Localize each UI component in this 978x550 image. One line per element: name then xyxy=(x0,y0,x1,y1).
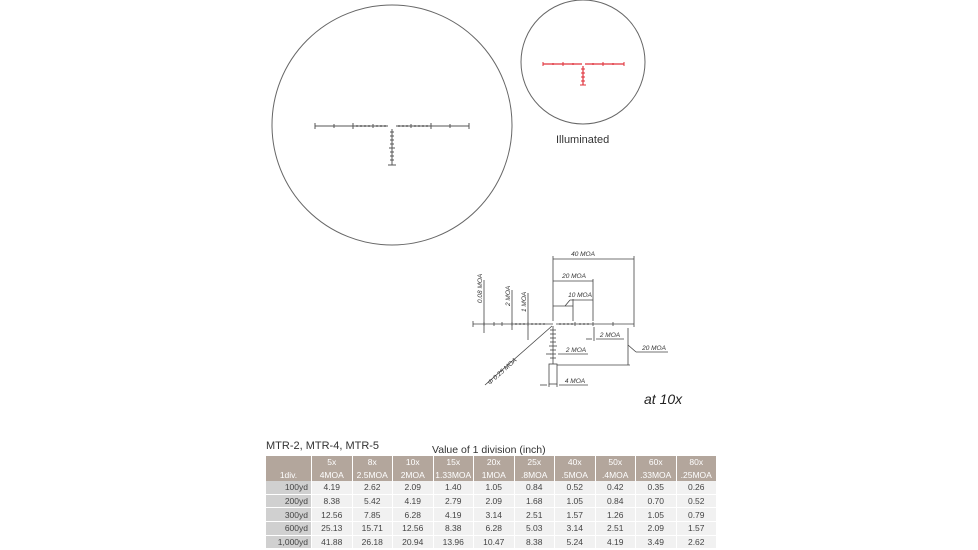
table-cell: 1.57 xyxy=(677,522,717,536)
table-cell: 1.05 xyxy=(555,495,595,509)
table-cell: 2.09 xyxy=(636,522,676,536)
range-label: 100yd xyxy=(266,481,311,495)
illuminated-label: Illuminated xyxy=(556,134,610,146)
header-corner xyxy=(266,456,311,469)
label-dot-size: Φ 0.25 MOA xyxy=(486,356,519,387)
header-cell: 10x xyxy=(393,456,433,469)
moa-cell: .25MOA xyxy=(677,469,717,482)
table-cell: 0.35 xyxy=(636,481,676,495)
table-cell: 12.56 xyxy=(312,508,352,522)
header-cell: 40x xyxy=(555,456,595,469)
table-cell: 6.28 xyxy=(474,522,514,536)
moa-cell: .5MOA xyxy=(555,469,595,482)
table-cell: 20.94 xyxy=(393,536,433,550)
label-2moa-vert: 2 MOA xyxy=(565,347,587,354)
moa-cell: .33MOA xyxy=(636,469,676,482)
table-cell: 1.57 xyxy=(555,508,595,522)
moa-cell: .4MOA xyxy=(596,469,636,482)
table-cell: 2.09 xyxy=(474,495,514,509)
table-cell: 2.51 xyxy=(596,522,636,536)
table-cell: 4.19 xyxy=(596,536,636,550)
table-cell: 0.26 xyxy=(677,481,717,495)
table-cell: 8.38 xyxy=(312,495,352,509)
table-cell: 12.56 xyxy=(393,522,433,536)
table-cell: 3.14 xyxy=(555,522,595,536)
table-cell: 5.24 xyxy=(555,536,595,550)
header-cell: 15x xyxy=(434,456,474,469)
magnification-header-row xyxy=(266,456,716,469)
range-label: 1,000yd xyxy=(266,536,311,550)
moa-header-row xyxy=(266,469,716,482)
table-models-title: MTR-2, MTR-4, MTR-5 xyxy=(266,440,380,452)
table-cell: 26.18 xyxy=(353,536,393,550)
table-cell: 1.68 xyxy=(515,495,555,509)
table-cell: 2.79 xyxy=(434,495,474,509)
table-caption: Value of 1 division (inch) xyxy=(432,444,546,456)
magnification-note: at 10x xyxy=(644,391,683,407)
header-cell: 50x xyxy=(596,456,636,469)
table-cell: 1.26 xyxy=(596,508,636,522)
header-cell: 60x xyxy=(636,456,676,469)
table-cell: 10.47 xyxy=(474,536,514,550)
table-cell: 8.38 xyxy=(434,522,474,536)
table-cell: 0.52 xyxy=(555,481,595,495)
range-label: 600yd xyxy=(266,522,311,536)
table-cell: 4.19 xyxy=(434,508,474,522)
label-20moa-right: 20 MOA xyxy=(642,345,666,352)
moa-cell: 2MOA xyxy=(393,469,433,482)
header-cell: 20x xyxy=(474,456,514,469)
table-cell: 1.40 xyxy=(434,481,474,495)
table-cell: 4.19 xyxy=(312,481,352,495)
header-cell: 8x xyxy=(353,456,393,469)
table-cell: 0.79 xyxy=(677,508,717,522)
table-cell: 6.28 xyxy=(393,508,433,522)
table-row xyxy=(266,481,716,495)
moa-cell: 4MOA xyxy=(312,469,352,482)
label-2moa-vertical: 2 MOA xyxy=(505,285,512,306)
label-40moa: 40 MOA xyxy=(571,251,595,258)
table-cell: 7.85 xyxy=(353,508,393,522)
moa-cell: .8MOA xyxy=(515,469,555,482)
range-label: 200yd xyxy=(266,495,311,509)
moa-cell: 1.33MOA xyxy=(435,469,472,480)
table-row xyxy=(266,536,716,550)
label-2moa-right: 2 MOA xyxy=(599,332,621,339)
div-label: 1div. xyxy=(266,469,311,482)
moa-cell: 1MOA xyxy=(474,469,514,482)
table-cell: 5.03 xyxy=(515,522,555,536)
table-cell: 3.14 xyxy=(474,508,514,522)
table-cell: 1.05 xyxy=(474,481,514,495)
table-cell: 2.62 xyxy=(353,481,393,495)
table-cell: 1.05 xyxy=(636,508,676,522)
moa-cell: 2.5MOA xyxy=(353,469,393,482)
header-cell: 25x xyxy=(515,456,555,469)
table-cell: 13.96 xyxy=(434,536,474,550)
label-4moa: 4 MOA xyxy=(564,378,586,385)
table-cell: 2.51 xyxy=(515,508,555,522)
table-cell: 0.42 xyxy=(596,481,636,495)
header-cell: 80x xyxy=(677,456,717,469)
table-cell: 0.84 xyxy=(515,481,555,495)
table-cell: 2.62 xyxy=(677,536,717,550)
table-cell: 0.52 xyxy=(677,495,717,509)
division-value-table xyxy=(265,456,717,549)
label-10moa: 10 MOA xyxy=(568,292,592,299)
table-cell: 0.70 xyxy=(636,495,676,509)
table-row xyxy=(266,495,716,509)
range-label: 300yd xyxy=(266,508,311,522)
main-reticle xyxy=(272,5,512,245)
table-cell: 3.49 xyxy=(636,536,676,550)
label-20moa-top: 20 MOA xyxy=(562,273,586,280)
table-cell: 5.42 xyxy=(353,495,393,509)
table-row xyxy=(266,508,716,522)
table-cell: 25.13 xyxy=(312,522,352,536)
label-1moa: 1 MOA xyxy=(521,291,528,312)
table-cell: 15.71 xyxy=(353,522,393,536)
table-row xyxy=(266,522,716,536)
table-cell: 4.19 xyxy=(393,495,433,509)
table-cell: 2.09 xyxy=(393,481,433,495)
table-cell: 0.84 xyxy=(596,495,636,509)
header-cell: 5x xyxy=(312,456,352,469)
illuminated-reticle xyxy=(521,0,645,124)
table-cell: 8.38 xyxy=(515,536,555,550)
label-008moa: 0.08 MOA xyxy=(477,273,484,303)
table-cell: 41.88 xyxy=(312,536,352,550)
